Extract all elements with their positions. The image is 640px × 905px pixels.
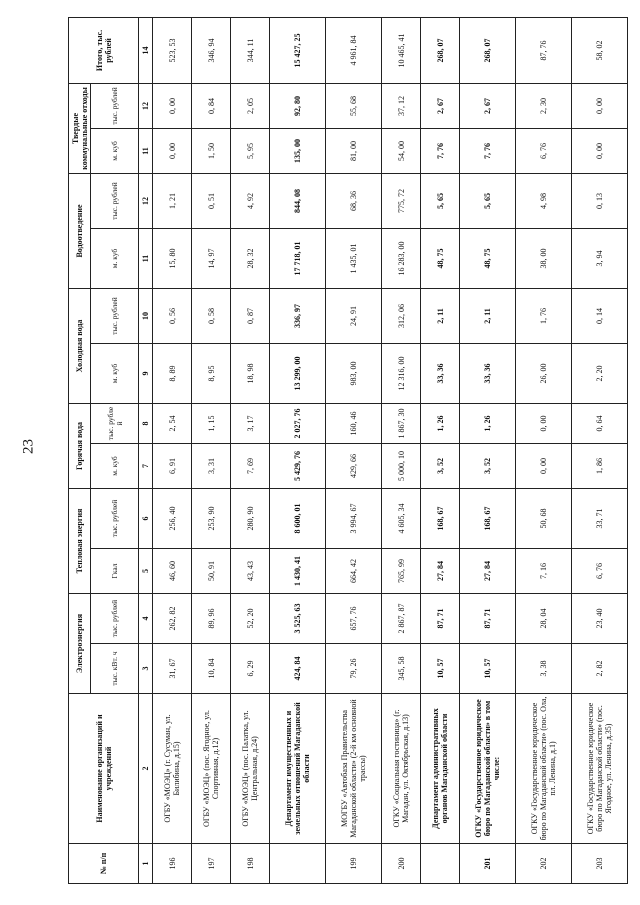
value-cell: 135, 00 — [270, 128, 326, 173]
value-cell: 87, 71 — [421, 594, 460, 644]
row-number-cell: 198 — [231, 844, 270, 884]
row-number-cell: 197 — [192, 844, 231, 884]
value-cell: 28, 04 — [516, 594, 572, 644]
value-cell: 1, 26 — [421, 403, 460, 443]
rotated-table-area — [68, 18, 628, 884]
value-cell: 1 430, 41 — [270, 549, 326, 594]
value-cell: 1, 86 — [572, 443, 628, 488]
header-sub: м. куб — [91, 228, 139, 288]
value-cell: 3, 38 — [516, 644, 572, 694]
value-cell: 256, 40 — [153, 488, 192, 548]
value-cell: 13 299, 00 — [270, 343, 326, 403]
value-cell: 5, 65 — [421, 173, 460, 228]
header-sub: м. куб — [91, 128, 139, 173]
value-cell: 1 867, 30 — [382, 403, 421, 443]
table-row — [153, 17, 192, 883]
value-cell: 5 429, 76 — [270, 443, 326, 488]
header-group: Тепловая энергия — [69, 488, 91, 593]
value-cell: 81, 00 — [326, 128, 382, 173]
col-number: 11 — [139, 128, 153, 173]
value-cell: 37, 12 — [382, 83, 421, 128]
value-cell: 8, 95 — [192, 343, 231, 403]
value-cell: 2 867, 87 — [382, 594, 421, 644]
value-cell: 0, 58 — [192, 288, 231, 343]
value-cell: 664, 42 — [326, 549, 382, 594]
header-sub: тыс. рублей — [91, 173, 139, 228]
value-cell: 79, 26 — [326, 644, 382, 694]
value-cell: 2, 54 — [153, 403, 192, 443]
value-cell: 0, 84 — [192, 83, 231, 128]
col-number: 8 — [139, 403, 153, 443]
value-cell: 3, 17 — [231, 403, 270, 443]
value-cell: 58, 02 — [572, 17, 628, 83]
value-cell: 344, 11 — [231, 17, 270, 83]
value-cell: 765, 99 — [382, 549, 421, 594]
table-row — [460, 17, 516, 883]
header-sub: Гкал — [91, 549, 139, 594]
col-number: 6 — [139, 488, 153, 548]
value-cell: 31, 67 — [153, 644, 192, 694]
value-cell: 3, 31 — [192, 443, 231, 488]
col-number: 2 — [139, 694, 153, 844]
col-number: 9 — [139, 343, 153, 403]
value-cell: 345, 58 — [382, 644, 421, 694]
value-cell: 1, 26 — [460, 403, 516, 443]
value-cell: 2, 30 — [516, 83, 572, 128]
value-cell: 2, 11 — [460, 288, 516, 343]
value-cell: 10, 57 — [460, 644, 516, 694]
org-name-cell: ОГБУ «МОЭЦ» (пос. Палатка, ул. Центральная, д.24) — [231, 694, 270, 844]
value-cell: 52, 20 — [231, 594, 270, 644]
value-cell: 7, 69 — [231, 443, 270, 488]
value-cell: 6, 76 — [516, 128, 572, 173]
value-cell: 14, 97 — [192, 228, 231, 288]
col-number: 5 — [139, 549, 153, 594]
value-cell: 0, 64 — [572, 403, 628, 443]
value-cell: 844, 08 — [270, 173, 326, 228]
value-cell: 2, 05 — [231, 83, 270, 128]
value-cell: 5, 95 — [231, 128, 270, 173]
value-cell: 0, 87 — [231, 288, 270, 343]
value-cell: 0, 00 — [516, 443, 572, 488]
value-cell: 15, 80 — [153, 228, 192, 288]
value-cell: 3 994, 67 — [326, 488, 382, 548]
header-group: Твердые коммунальные отходы — [69, 83, 91, 173]
org-name-cell: ОГКУ «Государственное юридическое бюро по Магаданской области» (пос. Ягодное, ул. Ленина, д.35) — [572, 694, 628, 844]
value-cell: 87, 71 — [460, 594, 516, 644]
row-number-cell: 202 — [516, 844, 572, 884]
value-cell: 27, 84 — [460, 549, 516, 594]
org-name-cell: Департамент административных органов Магаданской области — [421, 694, 460, 844]
value-cell: 54, 00 — [382, 128, 421, 173]
table-row — [192, 17, 231, 883]
value-cell: 7, 76 — [421, 128, 460, 173]
value-cell: 268, 07 — [460, 17, 516, 83]
table-row — [572, 17, 628, 883]
col-number: 12 — [139, 83, 153, 128]
value-cell: 253, 90 — [192, 488, 231, 548]
value-cell: 0, 00 — [572, 83, 628, 128]
col-number: 4 — [139, 594, 153, 644]
header-sub: тыс. рублей — [91, 288, 139, 343]
value-cell: 2, 11 — [421, 288, 460, 343]
value-cell: 10 465, 41 — [382, 17, 421, 83]
header-total: Итого, тыс. рублей — [69, 17, 139, 83]
value-cell: 17 718, 01 — [270, 228, 326, 288]
value-cell: 50, 68 — [516, 488, 572, 548]
header-sub: тыс. рублей — [91, 83, 139, 128]
table-row — [270, 17, 326, 883]
value-cell: 160, 46 — [326, 403, 382, 443]
value-cell: 0, 00 — [516, 403, 572, 443]
value-cell: 3 525, 63 — [270, 594, 326, 644]
table-row — [231, 17, 270, 883]
value-cell: 23, 40 — [572, 594, 628, 644]
value-cell: 28, 32 — [231, 228, 270, 288]
header-group: Горячая вода — [69, 403, 91, 488]
col-number: 12 — [139, 173, 153, 228]
value-cell: 10, 57 — [421, 644, 460, 694]
row-number-cell: 201 — [460, 844, 516, 884]
value-cell: 424, 84 — [270, 644, 326, 694]
value-cell: 15 427, 25 — [270, 17, 326, 83]
value-cell: 1, 21 — [153, 173, 192, 228]
column-number-row — [139, 17, 153, 883]
value-cell: 2, 82 — [572, 644, 628, 694]
value-cell: 1 435, 01 — [326, 228, 382, 288]
value-cell: 346, 94 — [192, 17, 231, 83]
header-sub: тыс. рублей — [91, 488, 139, 548]
header-sub: м. куб — [91, 443, 139, 488]
value-cell: 87, 76 — [516, 17, 572, 83]
header-name: Наименование организаций и учреждений — [69, 694, 139, 844]
value-cell: 26, 00 — [516, 343, 572, 403]
org-name-cell: ОГБУ «МОЭЦ» (г. Сусуман, ул. Билибина, д.15) — [153, 694, 192, 844]
value-cell: 68, 36 — [326, 173, 382, 228]
table-row — [421, 17, 460, 883]
header-group: Электроэнергия — [69, 594, 91, 694]
table-row — [382, 17, 421, 883]
value-cell: 0, 14 — [572, 288, 628, 343]
value-cell: 268, 07 — [421, 17, 460, 83]
value-cell: 0, 13 — [572, 173, 628, 228]
value-cell: 4, 92 — [231, 173, 270, 228]
value-cell: 0, 00 — [153, 83, 192, 128]
value-cell: 336, 97 — [270, 288, 326, 343]
row-number-cell — [421, 844, 460, 884]
value-cell: 5, 65 — [460, 173, 516, 228]
value-cell: 27, 84 — [421, 549, 460, 594]
value-cell: 6, 91 — [153, 443, 192, 488]
value-cell: 10, 84 — [192, 644, 231, 694]
col-number: 3 — [139, 644, 153, 694]
value-cell: 657, 76 — [326, 594, 382, 644]
value-cell: 8 600, 01 — [270, 488, 326, 548]
value-cell: 0, 00 — [153, 128, 192, 173]
value-cell: 18, 98 — [231, 343, 270, 403]
row-number-cell: 196 — [153, 844, 192, 884]
table-row — [516, 17, 572, 883]
value-cell: 280, 90 — [231, 488, 270, 548]
value-cell: 38, 00 — [516, 228, 572, 288]
value-cell: 3, 52 — [460, 443, 516, 488]
value-cell: 1, 15 — [192, 403, 231, 443]
value-cell: 1, 76 — [516, 288, 572, 343]
row-number-cell: 203 — [572, 844, 628, 884]
value-cell: 429, 66 — [326, 443, 382, 488]
org-name-cell: Департамент имущественных и земельных отношений Магаданской области — [270, 694, 326, 844]
header-sub: тыс. рубле й — [91, 403, 139, 443]
value-cell: 0, 00 — [572, 128, 628, 173]
header-no: № п/п — [69, 844, 139, 884]
value-cell: 48, 75 — [421, 228, 460, 288]
table-row — [326, 17, 382, 883]
value-cell: 0, 56 — [153, 288, 192, 343]
value-cell: 4 605, 34 — [382, 488, 421, 548]
org-name-cell: ОГБУ «МОЭЦ» (пос. Ягодное, ул. Спортивная, д.12) — [192, 694, 231, 844]
value-cell: 33, 36 — [460, 343, 516, 403]
header-sub: тыс. кВт. ч — [91, 644, 139, 694]
value-cell: 43, 43 — [231, 549, 270, 594]
value-cell: 48, 75 — [460, 228, 516, 288]
value-cell: 2, 67 — [421, 83, 460, 128]
value-cell: 523, 53 — [153, 17, 192, 83]
header-group: Холодная вода — [69, 288, 91, 403]
value-cell: 775, 72 — [382, 173, 421, 228]
page-number: 23 — [20, 439, 37, 454]
value-cell: 24, 91 — [326, 288, 382, 343]
col-number: 14 — [139, 17, 153, 83]
value-cell: 3, 94 — [572, 228, 628, 288]
value-cell: 2, 20 — [572, 343, 628, 403]
table-container — [68, 18, 628, 884]
row-number-cell: 199 — [326, 844, 382, 884]
value-cell: 7, 76 — [460, 128, 516, 173]
value-cell: 6, 76 — [572, 549, 628, 594]
value-cell: 6, 29 — [231, 644, 270, 694]
org-name-cell: ОГКУ «Социальная гостиница» (г. Магадан, ул. Октябрьская, д.13) — [382, 694, 421, 844]
col-number: 11 — [139, 228, 153, 288]
value-cell: 0, 51 — [192, 173, 231, 228]
row-number-cell — [270, 844, 326, 884]
value-cell: 33, 36 — [421, 343, 460, 403]
value-cell: 55, 68 — [326, 83, 382, 128]
org-name-cell: ОГКУ «Государственное юридическое бюро по Магаданской области» в том числе: — [460, 694, 516, 844]
value-cell: 312, 06 — [382, 288, 421, 343]
col-number: 10 — [139, 288, 153, 343]
value-cell: 168, 67 — [421, 488, 460, 548]
value-cell: 2 027, 76 — [270, 403, 326, 443]
col-number: 1 — [139, 844, 153, 884]
org-name-cell: ОГКУ «Государственное юридическое бюро по Магаданской области» (пос. Ола, пл. Ленина, д.1) — [516, 694, 572, 844]
col-number: 7 — [139, 443, 153, 488]
value-cell: 262, 82 — [153, 594, 192, 644]
value-cell: 4, 98 — [516, 173, 572, 228]
value-cell: 2, 67 — [460, 83, 516, 128]
value-cell: 7, 16 — [516, 549, 572, 594]
value-cell: 12 316, 00 — [382, 343, 421, 403]
value-cell: 983, 00 — [326, 343, 382, 403]
value-cell: 92, 80 — [270, 83, 326, 128]
value-cell: 8, 89 — [153, 343, 192, 403]
value-cell: 33, 71 — [572, 488, 628, 548]
value-cell: 5 000, 10 — [382, 443, 421, 488]
value-cell: 46, 60 — [153, 549, 192, 594]
header-sub: м. куб — [91, 343, 139, 403]
value-cell: 16 283, 00 — [382, 228, 421, 288]
header-group: Водоотведение — [69, 173, 91, 288]
header-sub: тыс. рублей — [91, 594, 139, 644]
value-cell: 1, 50 — [192, 128, 231, 173]
utilities-table — [68, 17, 628, 884]
value-cell: 50, 91 — [192, 549, 231, 594]
value-cell: 168, 67 — [460, 488, 516, 548]
value-cell: 3, 52 — [421, 443, 460, 488]
value-cell: 89, 96 — [192, 594, 231, 644]
row-number-cell: 200 — [382, 844, 421, 884]
org-name-cell: МОГБУ «Автобаза Правительства Магаданской области» (2-й км основной трассы) — [326, 694, 382, 844]
value-cell: 4 961, 84 — [326, 17, 382, 83]
